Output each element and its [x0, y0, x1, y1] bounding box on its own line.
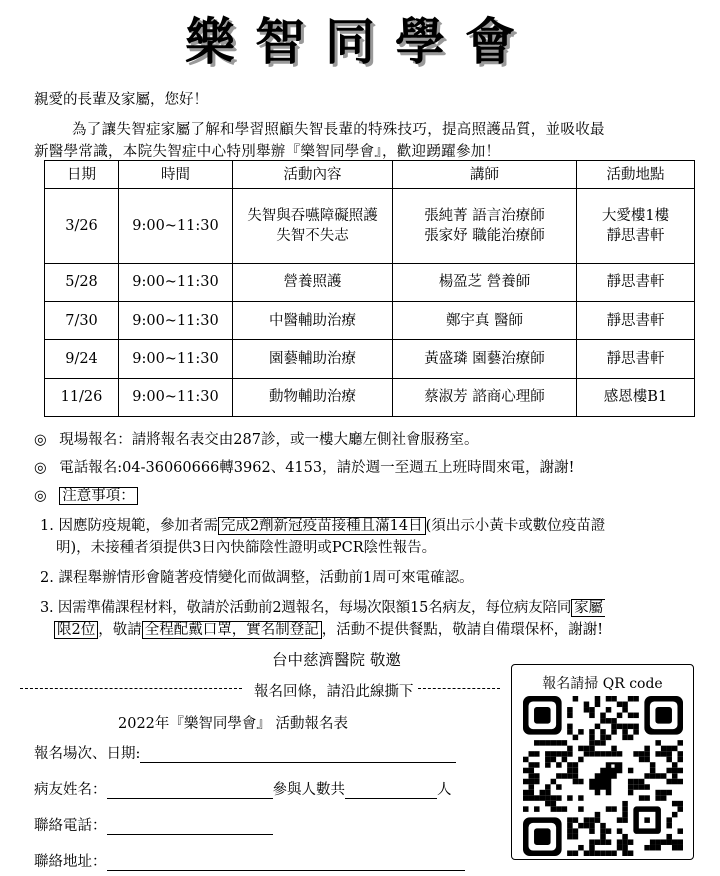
cut-line-left — [20, 688, 242, 689]
qr-code-icon[interactable] — [523, 696, 683, 856]
location-line: 大愛樓1樓 — [601, 207, 670, 224]
table-row — [45, 378, 695, 416]
note-3-pre: 因需準備課程材料，敬請於活動前2週報名，每場次限額15名病友，每位病友陪同 — [57, 600, 572, 616]
note-3-boxed-family: 家屬 — [571, 599, 605, 617]
location-line: 靜思書軒 — [606, 312, 665, 329]
people-unit: 人 — [437, 782, 452, 798]
intro-line-2: 新醫學常識，本院失智症中心特別舉辦『樂智同學會』，歡迎踴躍參加！ — [34, 144, 501, 160]
bullet-icon: ◎ — [34, 488, 47, 504]
note-3-number: 3. — [40, 600, 54, 616]
dinosaur-icon — [584, 757, 628, 801]
row-date: 11/26 — [45, 378, 119, 416]
page-title: 樂智同學會 — [185, 12, 535, 71]
lecturer-line: 楊盈芝 營養師 — [438, 274, 531, 291]
row-time: 9:00~11:30 — [119, 189, 233, 264]
row-location — [577, 189, 695, 264]
location-line: 靜思書軒 — [606, 274, 665, 291]
header-location: 活動地點 — [577, 161, 695, 189]
form-session-row — [34, 742, 456, 763]
form-session-label: 報名場次、日期: — [34, 746, 141, 762]
row-date: 9/24 — [45, 340, 119, 378]
content-line: 營養照護 — [283, 274, 342, 291]
row-date: 7/30 — [45, 302, 119, 340]
lecturer-line: 張純菁 語言治療師 — [424, 207, 545, 224]
note-3-post: ，活動不提供餐點，敬請自備環保杯，謝謝! — [321, 622, 604, 638]
form-phone-label: 聯絡電話： — [34, 818, 107, 834]
content-line: 失智不失志 — [276, 227, 349, 244]
phone-registration — [34, 456, 574, 477]
form-address-row — [34, 850, 465, 871]
qr-box — [511, 664, 694, 860]
note-2 — [40, 566, 474, 587]
note-2-number: 2. — [40, 570, 54, 586]
form-title: 2022年『樂智同學會』 活動報名表 — [118, 716, 349, 732]
note-1 — [40, 514, 605, 535]
note-3-mid: ，敬請 — [98, 622, 142, 638]
phone-text: 電話報名:04-36060666轉3962、4153，請於週一至週五上班時間來電，謝謝! — [59, 460, 575, 476]
signoff: 台中慈濟醫院 敬邀 — [272, 651, 401, 669]
location-line: 感恩樓B1 — [603, 389, 668, 406]
note-1-pre: 因應防疫規範，參加者需 — [58, 518, 218, 534]
content-line: 園藝輔助治療 — [269, 351, 356, 368]
header-date: 日期 — [45, 161, 119, 189]
cut-line-right — [418, 688, 500, 689]
row-lecturer — [393, 378, 577, 416]
content-line: 動物輔助治療 — [269, 389, 356, 406]
onsite-text: 現場報名：請將報名表交由287診，或一樓大廳左側社會服務室。 — [59, 432, 479, 448]
row-date: 5/28 — [45, 263, 119, 301]
form-patient-row — [34, 778, 452, 799]
table-row — [45, 302, 695, 340]
form-address-label: 聯絡地址： — [34, 854, 107, 870]
note-1-line-2: 明)，未接種者須提供3日內快篩陰性證明或PCR陰性報告。 — [56, 540, 437, 556]
header-time: 時間 — [119, 161, 233, 189]
note-1-post: (須出示小黃卡或數位疫苗證 — [425, 518, 606, 534]
note-3-boxed-mask: 全程配戴口罩，實名制登記 — [142, 621, 322, 639]
schedule-table — [44, 160, 695, 417]
lecturer-line: 黃盛璘 園藝治療師 — [424, 351, 545, 368]
cut-line-label: 報名回條，請沿此線撕下 — [254, 684, 414, 700]
header-content: 活動內容 — [233, 161, 393, 189]
row-content — [233, 340, 393, 378]
row-date: 3/26 — [45, 189, 119, 264]
session-field[interactable] — [140, 747, 456, 763]
bullet-icon: ◎ — [34, 460, 47, 476]
row-location — [577, 263, 695, 301]
patient-name-field[interactable] — [107, 783, 273, 799]
row-time: 9:00~11:30 — [119, 340, 233, 378]
row-content — [233, 302, 393, 340]
note-1-number: 1. — [40, 518, 54, 534]
intro-line-1: 為了讓失智症家屬了解和學習照顧失智長輩的特殊技巧，提高照護品質，並吸收最 — [72, 122, 605, 138]
lecturer-line: 張家妤 職能治療師 — [424, 227, 545, 244]
row-time: 9:00~11:30 — [119, 302, 233, 340]
note-3-boxed-limit: 限2位 — [54, 621, 98, 639]
header-lecturer: 講師 — [393, 161, 577, 189]
table-row — [45, 340, 695, 378]
row-lecturer — [393, 340, 577, 378]
lecturer-line: 鄭宇真 醫師 — [445, 312, 524, 329]
participants-count-field[interactable] — [345, 783, 437, 799]
note-3 — [40, 596, 605, 617]
row-time: 9:00~11:30 — [119, 378, 233, 416]
participants-label: 參與人數共 — [272, 782, 345, 798]
row-location — [577, 340, 695, 378]
bullet-icon: ◎ — [34, 432, 47, 448]
row-lecturer — [393, 189, 577, 264]
row-content — [233, 263, 393, 301]
row-content — [233, 189, 393, 264]
greeting: 親愛的長輩及家屬，您好！ — [34, 92, 208, 108]
notes-heading: 注意事項： — [59, 487, 138, 505]
location-line: 靜思書軒 — [606, 227, 665, 244]
table-row — [45, 189, 695, 264]
note-2-text: 課程舉辦情形會隨著疫情變化而做調整，活動前1周可來電確認。 — [58, 570, 474, 586]
row-time: 9:00~11:30 — [119, 263, 233, 301]
row-content — [233, 378, 393, 416]
row-lecturer — [393, 302, 577, 340]
onsite-registration — [34, 428, 478, 449]
qr-label: 報名請掃 QR code — [542, 676, 663, 692]
phone-field[interactable] — [107, 819, 273, 835]
form-phone-row — [34, 814, 273, 835]
note-3-line-2 — [54, 618, 603, 639]
address-field[interactable] — [107, 855, 465, 871]
row-location — [577, 378, 695, 416]
schedule-header-row — [45, 161, 695, 189]
location-line: 靜思書軒 — [606, 351, 665, 368]
row-lecturer — [393, 263, 577, 301]
table-row — [45, 263, 695, 301]
row-location — [577, 302, 695, 340]
content-line: 失智與吞嚥障礙照護 — [247, 207, 378, 224]
content-line: 中醫輔助治療 — [269, 312, 356, 329]
notes-heading-row — [34, 484, 138, 505]
note-1-boxed: 完成2劑新冠疫苗接種且滿14日 — [218, 517, 426, 535]
form-patient-label: 病友姓名： — [34, 782, 107, 798]
lecturer-line: 蔡淑芳 諮商心理師 — [424, 389, 545, 406]
